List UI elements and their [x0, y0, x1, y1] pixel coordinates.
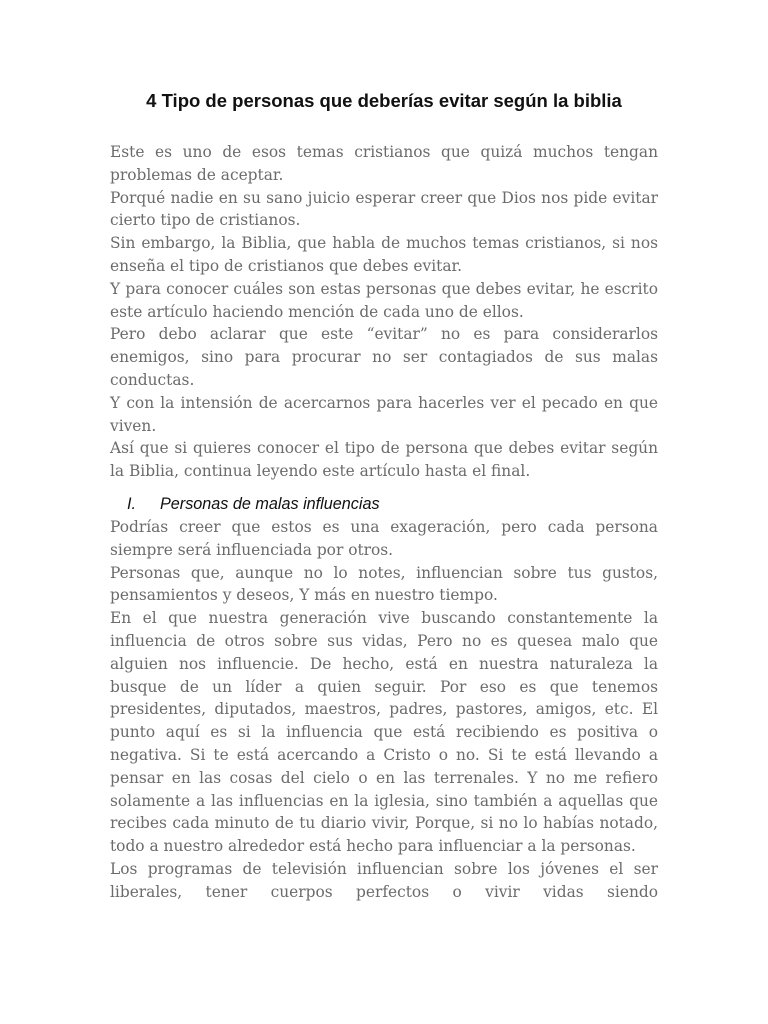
- section-paragraph: En el que nuestra generación vive buscando constantemente la influencia de otros sobre sus vidas, Pero no es quesea malo que alguien nos influencie. De hecho, está en nuestra naturaleza la busque de un líder a quien seguir. Por eso es que tenemos presidentes, diputados, maestros, padres, pastores, amigos, etc. El punto aquí es si la influencia que está recibiendo es positiva o negativa. Si te está acercando a Cristo o no. Si te está llevando a pensar en las cosas del cielo o en las terrenales. Y no me refiero solamente a las influencias en la iglesia, sino también a aquellas que recibes cada minuto de tu diario vivir, Porque, si no lo habías notado, todo a nuestro alrededor está hecho para influenciar a la personas.: [110, 609, 658, 856]
- section-title: Personas de malas influencias: [160, 494, 380, 513]
- intro-paragraph: Y para conocer cuáles son estas personas que debes evitar, he escrito este artículo haciendo mención de cada uno de ellos.: [110, 279, 658, 321]
- intro-paragraph: Este es uno de esos temas cristianos que quizá muchos tengan problemas de aceptar.: [110, 143, 658, 184]
- document-title: 4 Tipo de personas que deberías evitar según la biblia: [146, 90, 622, 111]
- intro-paragraph: Porqué nadie en su sano juicio esperar creer que Dios nos pide evitar cierto tipo de cristianos.: [110, 188, 658, 230]
- intro-paragraph: Así que si quieres conocer el tipo de persona que debes evitar según la Biblia, continua leyendo este artículo hasta el final.: [110, 439, 658, 481]
- section-paragraph: Podrías creer que estos es una exageración, pero cada persona siempre será influenciada por otros.: [110, 517, 658, 559]
- section-heading: [110, 492, 658, 516]
- document-page: [110, 88, 658, 904]
- intro-section: [110, 141, 658, 483]
- section-paragraph: Los programas de televisión influencian sobre los jóvenes el ser liberales, tener cuerpos perfectos o vivir vidas siendo: [110, 859, 658, 901]
- intro-paragraph: Pero debo aclarar que este “evitar” no es para considerarlos enemigos, sino para procurar no ser contagiados de sus malas conductas.: [110, 325, 658, 389]
- section-paragraph: Personas que, aunque no lo notes, influencian sobre tus gustos, pensamientos y deseos, Y más en nuestro tiempo.: [110, 563, 658, 605]
- section-body: [110, 516, 658, 904]
- section-number: I.: [127, 494, 136, 513]
- intro-paragraph: Sin embargo, la Biblia, que habla de muchos temas cristianos, si nos enseña el tipo de cristianos que debes evitar.: [110, 234, 658, 275]
- intro-paragraph: Y con la intensión de acercarnos para hacerles ver el pecado en que viven.: [110, 393, 658, 435]
